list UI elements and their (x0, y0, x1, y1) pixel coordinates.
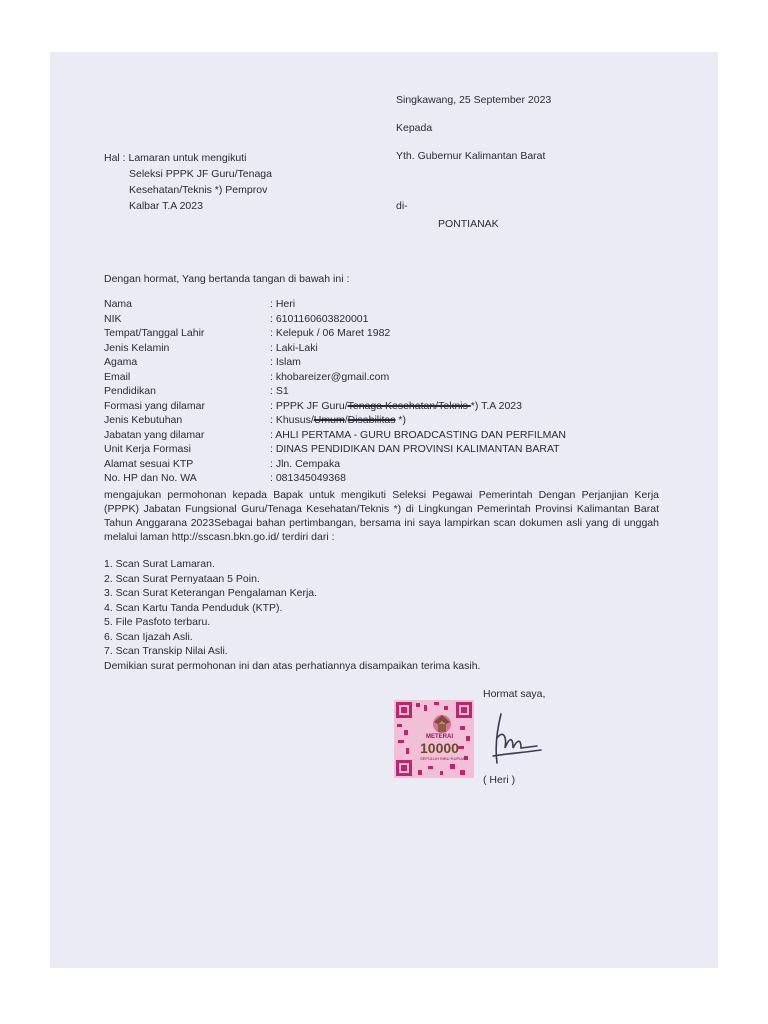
subject-line: Kesehatan/Teknis *) Pemprov (129, 184, 268, 196)
list-item: 5. File Pasfoto terbaru. (104, 616, 211, 628)
field-value: : Heri (270, 298, 296, 310)
field-value: : S1 (270, 385, 289, 397)
field-label: Nama (104, 298, 133, 310)
list-item: 1. Scan Surat Lamaran. (104, 558, 215, 570)
subject-line: Kalbar T.A 2023 (129, 200, 203, 212)
body-paragraph: mengajukan permohonan kepada Bapak untuk mengikuti Seleksi Pegawai Pemerintah Dengan Perjanjian Kerja (PPPK) Jabatan Fungsional Guru/Tenaga Kesehatan/Teknis *) di Lingkungan Pemerintah Provinsi Kalimantan Barat Tahun Anggarana 2023Sebagai bahan pertimbangan, bersama ini saya lampirkan scan dokumen asli yang di unggah melalui laman http://sscasn.bkn.go.id/ terdiri dari : (104, 489, 659, 543)
list-item: 3. Scan Surat Keterangan Pengalaman Kerja. (104, 587, 318, 599)
field-label: No. HP dan No. WA (104, 472, 197, 484)
signer-name: ( Heri ) (483, 774, 516, 786)
field-label: Email (104, 370, 131, 383)
list-item: 4. Scan Kartu Tanda Penduduk (KTP). (104, 601, 283, 614)
place-date: Singkawang, 25 September 2023 (396, 94, 552, 106)
field-value (270, 413, 406, 428)
field-value: : AHLI PERTAMA - GURU BROADCASTING DAN PERFILMAN (270, 428, 566, 441)
recipient-city: PONTIANAK (438, 218, 499, 230)
field-value: : Laki-Laki (270, 341, 318, 354)
stamp-label: METERAI (426, 734, 453, 740)
struck-text: Umum (313, 414, 345, 426)
field-label: NIK (104, 312, 122, 325)
value-part: : PPPK JF Guru/ (270, 399, 348, 412)
sign-off: Hormat saya, (483, 688, 546, 700)
field-value: : 6101160603820001 (270, 312, 369, 325)
field-value: : Islam (270, 356, 301, 368)
handwritten-signature (487, 708, 545, 768)
field-label: Jenis Kelamin (104, 341, 170, 354)
field-label: Jabatan yang dilamar (104, 428, 205, 441)
field-value (270, 399, 522, 414)
field-value: : 081345049368 (270, 472, 346, 484)
field-label: Jenis Kebutuhan (104, 414, 183, 426)
field-label: Alamat sesuai KTP (104, 457, 194, 470)
recipient-di: di- (396, 200, 408, 212)
field-label: Tempat/Tanggal Lahir (104, 327, 205, 339)
stamp-sublabel: SEPULUH RIBU RUPIAH (420, 756, 466, 761)
field-label: Formasi yang dilamar (104, 399, 205, 412)
subject-block (104, 150, 272, 214)
subject-line: Seleksi PPPK JF Guru/Tenaga (129, 168, 272, 180)
greeting: Dengan hormat, Yang bertanda tangan di bawah ini : (104, 273, 350, 285)
struck-text: Tenaga Kesehatan/Teknis (347, 399, 471, 412)
attachment-list (104, 557, 480, 673)
value-part: *) (395, 414, 406, 426)
subject-line: Hal : Lamaran untuk mengikuti (104, 152, 247, 164)
field-value: : Kelepuk / 06 Maret 1982 (270, 327, 391, 339)
struck-text: Disabilitas (347, 414, 396, 426)
field-value: : DINAS PENDIDIKAN DAN PROVINSI KALIMANTAN BARAT (270, 443, 560, 455)
field-value: : khobareizer@gmail.com (270, 370, 390, 383)
field-label: Unit Kerja Formasi (104, 443, 191, 455)
closing-line: Demikian surat permohonan ini dan atas perhatiannya disampaikan terima kasih. (104, 659, 481, 672)
recipient-kepada: Kepada (396, 122, 433, 134)
value-part: / (344, 414, 348, 426)
stamp-value: 10000 (420, 740, 459, 756)
list-item: 7. Scan Transkip Nilai Asli. (104, 645, 228, 657)
value-part: *) T.A 2023 (470, 399, 522, 412)
field-label: Agama (104, 356, 138, 368)
list-item: 2. Scan Surat Pernyataan 5 Poin. (104, 572, 260, 585)
value-part: : Khusus/ (270, 414, 314, 426)
list-item: 6. Scan Ijazah Asli. (104, 630, 193, 643)
field-value: : Jln. Cempaka (270, 457, 341, 470)
recipient-yth: Yth. Gubernur Kalimantan Barat (396, 150, 546, 162)
field-label: Pendidikan (104, 385, 156, 397)
